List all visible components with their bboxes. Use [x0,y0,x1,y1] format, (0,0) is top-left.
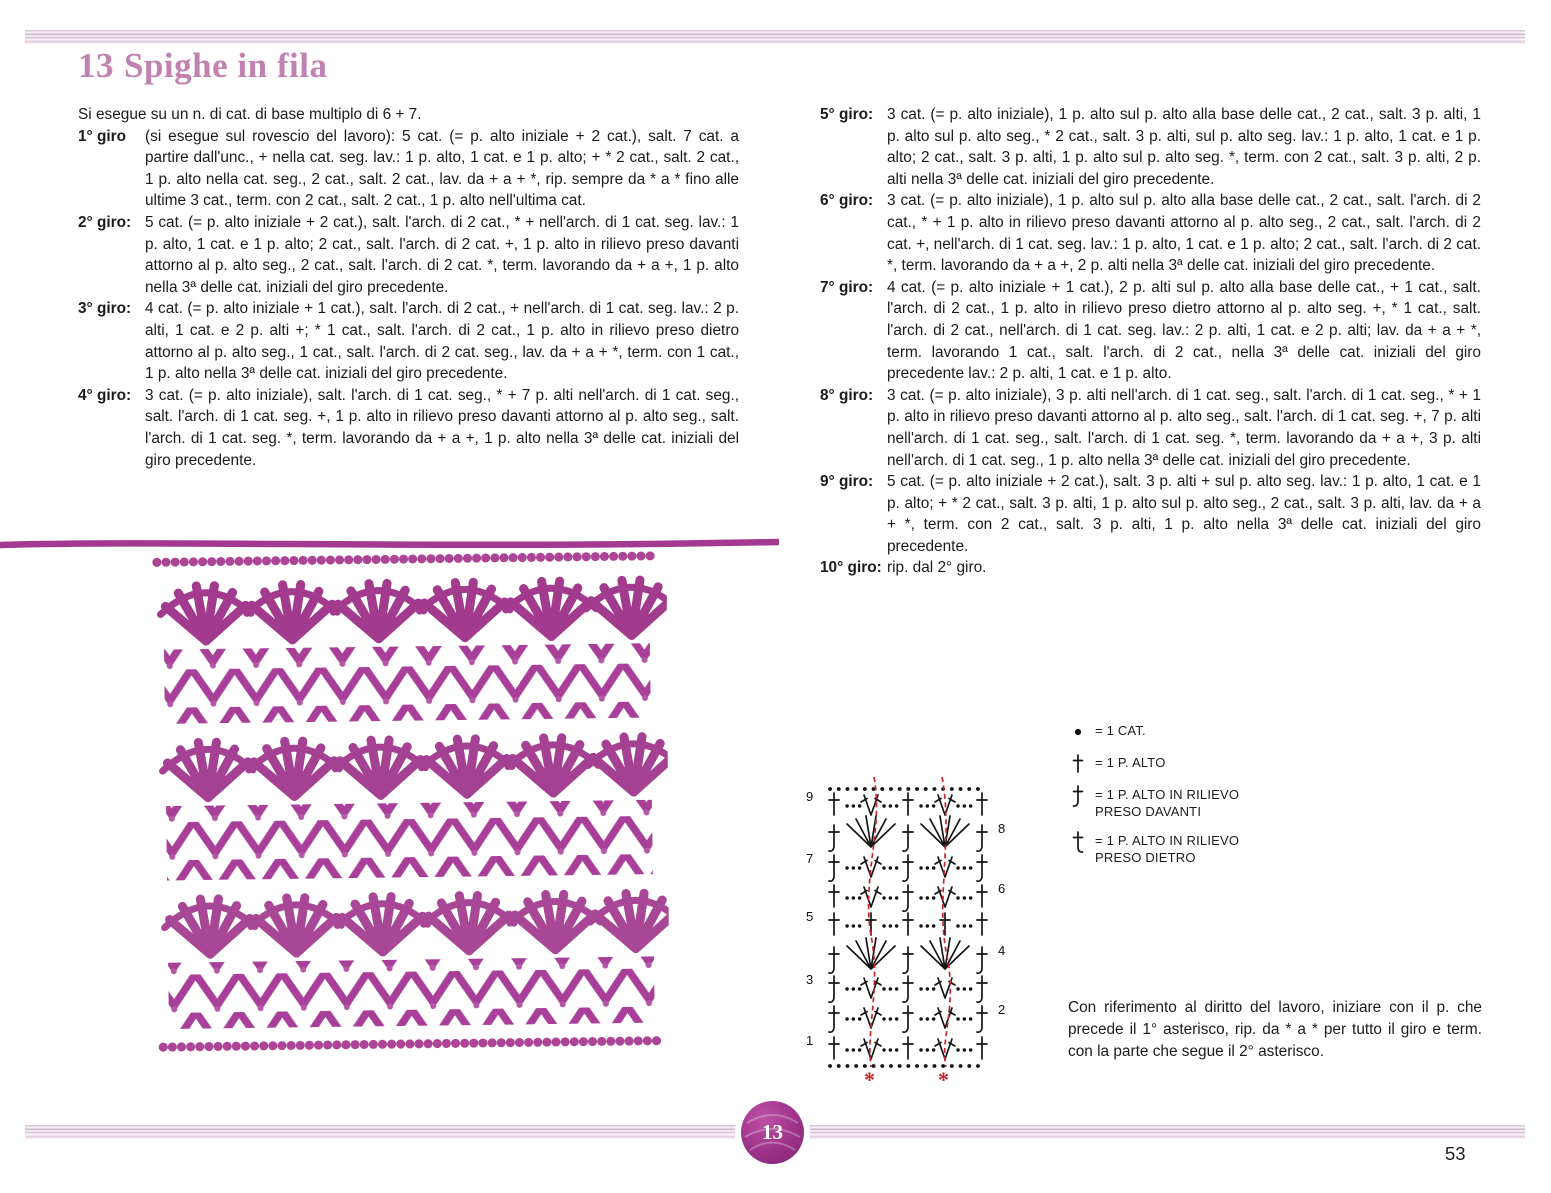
instruction-row-7 [820,277,1481,385]
round-text: 4 cat. (= p. alto iniziale + 1 cat.), salt. l'arch. di 2 cat., + nell'arch. di 1 cat. seg. lav.: 2 p. alti, 1 cat. e 2 p. alti +; * 1 cat., salt. l'arch. di 2 cat., 1 p. alto in rilievo preso dietro attorno al p. alto seg., 1 cat., salt. l'arch. di 2 cat. seg., lav. da + a + *, term. con 1 cat., 1 p. alto nella 3ª delle cat. iniziali del giro precedente. [145,300,739,383]
round-text: 5 cat. (= p. alto iniziale + 2 cat.), salt. 3 p. alti + sul p. alto seg. lav.: 1 p. alto, 1 cat. e 1 p. alto; + * 2 cat., salt. 3 p. alti, 1 p. alto sul p. alto seg., 2 cat., salt. 3 p. alti, lav. da + a + *, term. con 2 cat., salt. 3 p. alti, 1 p. alto nella 3ª delle cat. iniziali del giro precedente. [887,473,1481,555]
instructions-right-column [820,104,1481,579]
round-text: (si esegue sul rovescio del lavoro): 5 cat. (= p. alto iniziale + 2 cat.), salt. 7 cat. a partire dall'unc., + nella cat. seg. lav.: 1 p. alto, 1 cat. e 1 p. alto; + * 2 cat., salt. 2 cat., 1 p. alto nella cat. seg., 2 cat., salt. 2 cat., lav. da + a + *, rip. sempre da * a * fino alle ultime 3 cat., term. con 2 cat., salt. 2 cat., 1 p. alto nell'ultima cat. [145,127,739,210]
round-text: 3 cat. (= p. alto iniziale), 3 p. alti nell'arch. di 1 cat. seg., salt. l'arch. di 1 cat. seg., * + 1 p. alto in rilievo preso davanti attorno al p. alto seg., salt. l'arch. di 1 cat. seg. +, 7 p. alti nell'arch. di 1 cat. seg., salt. l'arch. di 1 cat. seg. *, term. lavorando da + a +, 3 p. alti nell'arch. di 1 cat. seg., 1 p. alto nella 3ª delle cat. iniziali del giro precedente. [887,386,1481,469]
pattern-number: 13 [78,46,114,85]
round-text: 4 cat. (= p. alto iniziale + 1 cat.), 2 p. alti sul p. alto alla base delle cat., + 1 cat., salt. l'arch. di 2 cat., 1 p. alto in rilievo preso dietro attorno al p. alto seg. +, * 1 cat., salt. l'arch. di 2 cat., nell'arch. di 1 cat. seg. lav.: 2 p. alti, 1 cat. e 2 p. alti; lav. da + a + *, term. lavorando 1 cat., salt. l'arch. di 2 cat., nella 3ª delle cat. iniziali del giro precedente lav.: 2 p. alti, 1 cat. e 1 p. alto. [887,278,1481,383]
round-label: 7° giro: [820,278,874,296]
page-number: 53 [1445,1143,1466,1164]
legend-item-back-post [1070,830,1330,866]
instruction-row-1 [78,126,739,212]
legend-label: = 1 P. ALTO IN RILIEVO PRESO DIETRO [1095,833,1240,865]
chart-row-number: 7 [806,851,814,866]
yarn-ball-badge [741,1101,804,1164]
intro-text: Si esegue su un n. di cat. di base multiplo di 6 + 7. [78,106,422,123]
instruction-row-8 [820,385,1481,471]
legend-label: = 1 P. ALTO IN RILIEVO PRESO DAVANTI [1095,787,1240,819]
legend-item-double-crochet [1070,752,1330,774]
front-post-double-crochet-icon [1070,784,1086,820]
badge-number: 13 [762,1120,783,1144]
chart-legend [1070,720,1330,876]
crochet-lace-swatch [148,550,669,1059]
crochet-chart-diagram [822,711,994,1073]
chart-row-number: 2 [998,1002,1006,1017]
round-label: 10° giro: [820,559,882,577]
chart-row-number: 5 [806,909,814,924]
round-text: rip. dal 2° giro. [887,559,987,577]
chart-row-number: 3 [806,972,814,987]
chart-row-number: 4 [998,943,1006,958]
repeat-asterisk: * [938,1067,949,1092]
work-direction-note: Con riferimento al diritto del lavoro, iniziare con il p. che precede il 1° asterisco, rip. da * a * per tutto il giro e term. con la parte che segue il 2° asterisco. [1068,999,1482,1060]
back-post-double-crochet-icon [1070,830,1086,866]
chart-row-number: 1 [806,1033,814,1048]
round-label: 2° giro: [78,213,132,231]
chain-dot-icon [1070,720,1086,742]
repeat-asterisk: * [864,1067,875,1092]
round-label: 3° giro: [78,300,132,318]
crochet-chart [800,703,1016,1103]
legend-label: = 1 CAT. [1095,723,1146,738]
chart-row-number: 6 [998,881,1006,896]
instruction-row-2 [78,212,739,298]
chart-row-number: 8 [998,821,1006,836]
instruction-row-4 [78,385,739,471]
round-text: 5 cat. (= p. alto iniziale + 2 cat.), salt. l'arch. di 2 cat., * + nell'arch. di 1 cat. seg. lav.: 1 p. alto, 1 cat. e 1 p. alto; 2 cat., salt. l'arch. di 2 cat. +, 1 p. alto in rilievo preso davanti attorno al p. alto seg., 2 cat., salt. l'arch. di 2 cat. *, term. lavorando da + a +, 1 p. alto nella 3ª delle cat. iniziali del giro precedente. [145,213,739,296]
legend-item-chain [1070,720,1330,742]
crochet-swatch-photo [0,534,779,1066]
round-text: 3 cat. (= p. alto iniziale), 1 p. alto sul p. alto alla base delle cat., 2 cat., salt. l'arch. di 2 cat., * + 1 p. alto in rilievo preso davanti attorno al p. alto seg., 2 cat., salt. l'arch. di 2 cat. +, nell'arch. di 1 cat. seg. lav.: 1 p. alto, 1 cat. e 1 p. alto; 2 cat., salt. l'arch. di 2 cat. *, term. lavorando da + a +, 2 p. alti nella 3ª delle cat. iniziali del giro precedente. [887,192,1481,275]
chart-row-number: 9 [806,789,814,804]
decorative-border-top [25,30,1525,44]
instruction-row-9 [820,471,1481,557]
round-label: 6° giro: [820,192,874,210]
round-label: 5° giro: [820,106,874,123]
round-text: 3 cat. (= p. alto iniziale), 1 p. alto sul p. alto alla base delle cat., 2 cat., salt. 3 p. alti, 1 p. alto sul p. alto seg., * 2 cat., salt. 3 p. alti, sul p. alto seg. lav.: 1 p. alto, 1 cat. e 1 p. alto; 2 cat., salt. 3 p. alti, 1 p. alto sul p. alto seg. *, term. con 2 cat., salt. 3 p. alti, 2 p. alti nella 3ª delle cat. iniziali del giro precedente. [887,106,1481,188]
instructions-left-column [78,104,739,471]
instruction-row-5 [820,104,1481,190]
round-label: 9° giro: [820,473,874,491]
round-label: 8° giro: [820,386,874,404]
instruction-row-10 [820,557,1481,579]
legend-label: = 1 P. ALTO [1095,755,1166,770]
double-crochet-icon [1070,752,1086,774]
pattern-name: Spighe in fila [124,46,328,85]
instruction-row-3 [78,298,739,384]
page-title [78,46,327,86]
instruction-row-6 [820,190,1481,276]
legend-item-front-post [1070,784,1330,820]
round-label: 1° giro [78,127,127,145]
round-text: 3 cat. (= p. alto iniziale), salt. l'arch. di 1 cat. seg., * + 7 p. alti nell'arch. di 1 cat. seg., salt. l'arch. di 1 cat. seg. +, 1 p. alto in rilievo preso davanti attorno al p. alto seg., salt. l'arch. di 1 cat. seg. *, term. lavorando da + a +, 1 p. alto nella 3ª delle cat. iniziali del giro precedente. [145,386,739,469]
round-label: 4° giro: [78,386,132,404]
